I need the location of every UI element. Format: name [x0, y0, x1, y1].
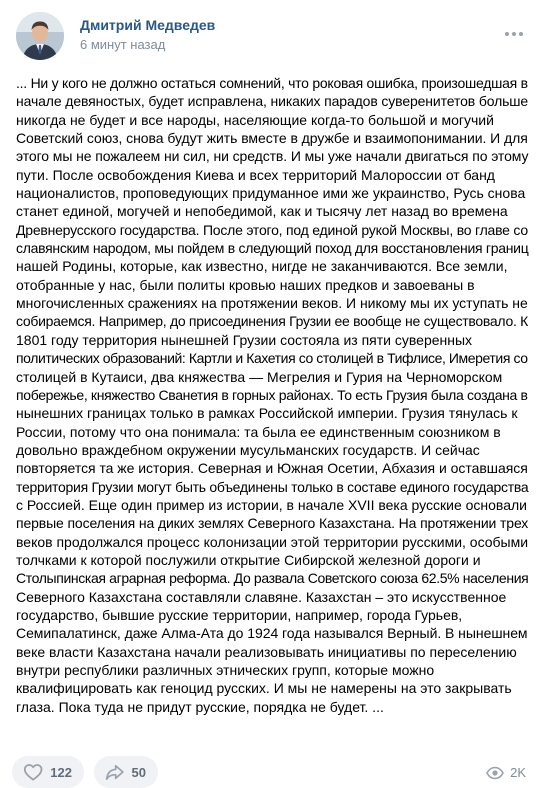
post-text-line: побережье, княжество Сванетия в горных районах. То есть Грузия была создана в [16, 386, 528, 403]
author-name[interactable]: Дмитрий Медведев [80, 17, 216, 33]
post-text-line: толчками к которой послужили открытие Сибирской железной дороги и [16, 551, 481, 568]
share-count: 50 [131, 764, 146, 780]
eye-icon [486, 766, 504, 780]
like-count: 122 [50, 764, 72, 780]
post-text-line: станет единой, могучей и непобедимой, как и тысячу лет назад во времена [16, 203, 508, 220]
post-text-line: 1801 году территория нынешней Грузии состояла из пяти суверенных [16, 331, 473, 348]
post-text-line: политических образований: Картли и Кахетия со столицей в Тифлисе, Имеретия со [16, 350, 528, 367]
post-text-line: веке власти Казахстана начали реализовывать инициативы по переселению [16, 643, 517, 660]
post-text-line: Древнерусского государства. После этого, под единой рукой Москвы, во главе со [16, 221, 528, 238]
post-text-line: Советский союз, снова будут жить вместе в дружбе и взаимопонимании. И для [16, 130, 528, 147]
post-text-line: внутри республики различных этнических групп, которые можно [16, 662, 435, 678]
avatar-photo [16, 12, 64, 60]
views-counter [486, 765, 526, 780]
heart-outline-icon [22, 760, 44, 784]
post-text-line: Семипалатинск, даже Алма-Ата до 1924 года назывался Верный. В нынешнем [16, 625, 528, 642]
post-text-line: Столыпинская аграрная реформа. До развала Советского союза 62.5% населения [16, 570, 529, 587]
post-text-line: пути. После освобождения Киева и всех территорий Малороссии от банд [16, 166, 495, 183]
post-text-line: националистов, проповедующих придуманное ими же украинство, Русь снова [16, 185, 526, 202]
share-arrow-icon [104, 760, 126, 784]
post-text-line: столицей в Кутаиси, два княжества — Мегрелия и Гурия на Черноморском [16, 368, 503, 385]
post-header [0, 0, 542, 70]
post-text-line: веков продолжался процесс колонизации этой территории русскими, особыми [16, 533, 529, 550]
post-text-line: квалифицировать как геноцид русских. И мы не намерены на это закрывать [16, 680, 512, 697]
post-text-line: начале девяностых, будет исправлена, никаких парадов суверенитетов больше [16, 93, 529, 110]
post-text-line: государство, бывшие русские территории, например, города Гурьев, [16, 606, 463, 623]
post-text-line: многочисленных сражениях на протяжении веков. И никому мы их уступать не [16, 295, 528, 312]
post-text-line: повторяется та же история. Северная и Южная Осетии, Абхазия и оставшаяся [16, 460, 528, 477]
post-text-line: нынешних границах только в рамках Российской империи. Грузия тянулась к [16, 405, 518, 422]
post-text-line: ... Ни у кого не должно остаться сомнений, что роковая ошибка, произошедшая в [16, 75, 528, 91]
post-actions [0, 752, 542, 788]
post-text-line: России, потому что она понимала: та была ее единственным союзником в [16, 423, 501, 440]
post-text-line: собираемся. Например, до присоединения Грузии ее вообще не существовало. К [16, 313, 529, 330]
post-text-line: никогда не будет и все народы, населяющие когда-то большой и могучий [16, 111, 494, 128]
post-text-line: отобранные у нас, были политы кровью наших предков и завоеваны в [16, 276, 475, 293]
post-time[interactable]: 6 минут назад [80, 37, 166, 52]
views-count: 2K [510, 765, 526, 780]
post-text-line: этого мы не пожалеем ни сил, ни средств. И мы уже начали двигаться по этому [16, 148, 529, 165]
like-button[interactable] [12, 756, 84, 788]
post-text-line: довольно враждебном окружении мусульманских государств. И сейчас [16, 441, 480, 458]
post-text-line: Северного Казахстана составляли славяне. Казахстан – это искусственное [16, 588, 507, 605]
post-text-line: с Россией. Еще один пример из истории, в начале XVII века русские основали [16, 496, 527, 513]
post-text-line: первые поселения на диких землях Северного Казахстана. На протяжении трех [16, 515, 529, 532]
post-text-line: славянским народом, мы пойдем в следующий поход для восстановления границ [16, 240, 529, 257]
post-text-line: нашей Родины, которые, как известно, нигде не заканчиваются. Все земли, [16, 258, 508, 275]
share-button[interactable] [94, 756, 158, 788]
post-text-line: глаза. Пока туда не придут русские, порядка не будет. ... [16, 698, 384, 715]
post-text [16, 74, 528, 716]
avatar[interactable] [16, 12, 64, 60]
post-text-line: территория Грузии могут быть объединены только в составе единого государства [16, 478, 529, 495]
more-horizontal-icon [500, 20, 528, 48]
more-button[interactable] [500, 20, 528, 48]
